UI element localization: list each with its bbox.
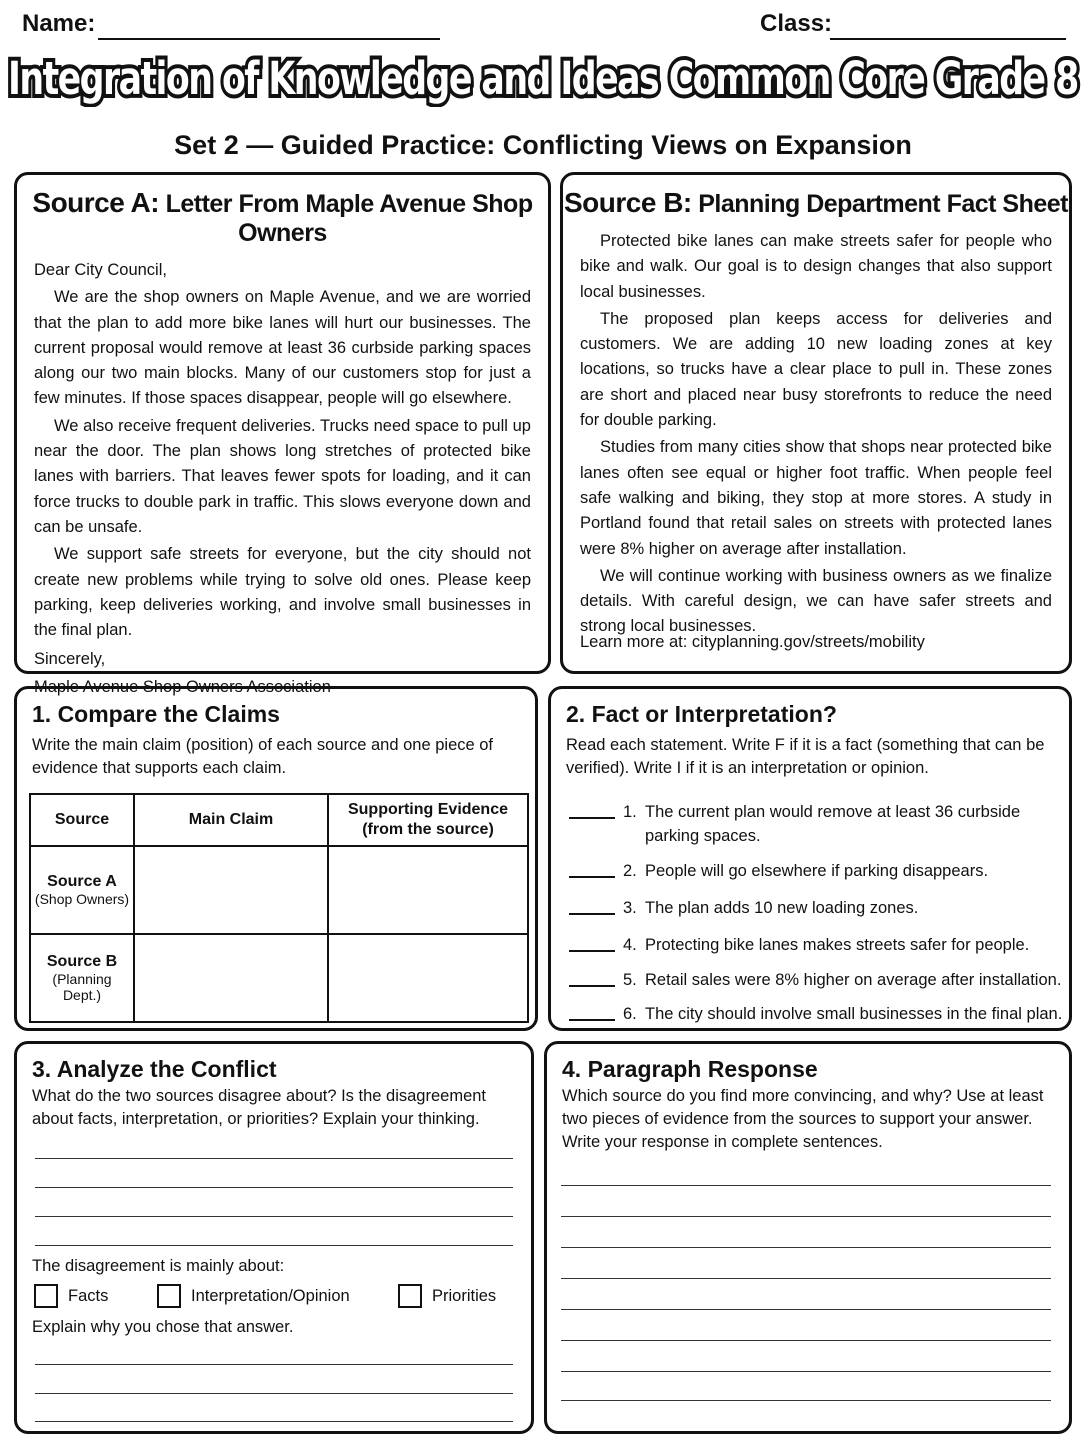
option-label: Priorities xyxy=(432,1286,497,1305)
q3-box xyxy=(14,1041,534,1434)
name-label: Name: xyxy=(22,10,96,37)
answer-blank[interactable] xyxy=(569,968,615,987)
item-text: The current plan would remove at least 36 curbside parking spaces. xyxy=(645,803,1021,845)
q2-instructions: Read each statement. Write F if it is a fact (something that can be verified). Write I if it is an interpretation or opinion. xyxy=(566,736,1045,777)
q2-title: 2. Fact or Interpretation? xyxy=(566,701,837,727)
checkbox[interactable] xyxy=(34,1284,58,1308)
answer-line[interactable] xyxy=(561,1400,1051,1401)
option-facts[interactable] xyxy=(34,1284,108,1308)
answer-blank[interactable] xyxy=(569,800,615,819)
answer-line[interactable] xyxy=(35,1158,513,1159)
row-source-name: Source A xyxy=(47,873,117,890)
source-a-paragraph: We support safe streets for everyone, but the city should not create new problems while trying to solve old ones. Please keep parking, keep deliveries working, and involve small businesses in the final plan. xyxy=(34,545,531,640)
page-subtitle: Set 2 — Guided Practice: Conflicting Views on Expansion xyxy=(174,130,912,160)
q4-title: 4. Paragraph Response xyxy=(562,1056,818,1082)
source-a-title: Letter From Maple Avenue Shop Owners xyxy=(165,190,533,247)
source-b-title: Planning Department Fact Sheet xyxy=(698,190,1068,218)
option-priorities[interactable] xyxy=(398,1284,496,1308)
item-text: Protecting bike lanes makes streets safer for people. xyxy=(645,936,1030,954)
item-text: The city should involve small businesses in the final plan. xyxy=(645,1005,1063,1023)
answer-line[interactable] xyxy=(561,1309,1051,1310)
q4-box xyxy=(544,1041,1072,1434)
checkbox[interactable] xyxy=(157,1284,181,1308)
answer-line[interactable] xyxy=(35,1187,513,1188)
list-item xyxy=(569,859,988,883)
q1-instructions: Write the main claim (position) of each source and one piece of evidence that supports each claim. xyxy=(32,736,494,777)
answer-line[interactable] xyxy=(35,1421,513,1422)
header-main-claim: Main Claim xyxy=(134,794,328,846)
answer-line[interactable] xyxy=(561,1371,1051,1372)
row-label-source-b xyxy=(30,934,134,1022)
source-b-paragraph: The proposed plan keeps access for deliveries and customers. We are adding 10 new loading zones at key locations, so trucks have a clear place to pull in. These zones are short and placed near busy storefronts to reduce the need for double parking. xyxy=(580,309,1052,430)
source-a-box xyxy=(14,172,551,696)
answer-line[interactable] xyxy=(561,1185,1051,1186)
source-b-claim-cell[interactable] xyxy=(134,934,328,1022)
source-b-paragraph: We will continue working with business owners as we finalize details. With careful design, we can have safer streets and strong local businesses. xyxy=(580,566,1052,636)
answer-blank[interactable] xyxy=(569,1002,615,1021)
item-number: 2. xyxy=(623,862,637,880)
table-header-row xyxy=(30,794,528,846)
source-a-body xyxy=(17,258,548,700)
class-field[interactable] xyxy=(830,8,1066,40)
list-item xyxy=(569,933,1029,957)
answer-blank[interactable] xyxy=(569,896,615,915)
class-label: Class: xyxy=(760,10,833,37)
source-b-box xyxy=(560,172,1072,674)
list-item xyxy=(569,968,1061,992)
row-source-sub: (Planning Dept.) xyxy=(52,971,112,1003)
item-number: 5. xyxy=(623,971,637,989)
table-row xyxy=(30,846,528,934)
source-b-body xyxy=(563,229,1069,640)
header-supporting-evidence xyxy=(328,794,528,846)
source-a-heading xyxy=(17,187,548,248)
source-b-evidence-cell[interactable] xyxy=(328,934,528,1022)
header-source: Source xyxy=(30,794,134,846)
row-source-sub: (Shop Owners) xyxy=(34,891,130,907)
claims-table xyxy=(29,793,529,1023)
item-text: People will go elsewhere if parking disappears. xyxy=(645,862,989,880)
item-number: 3. xyxy=(623,899,637,917)
header-evidence-line1: Supporting Evidence xyxy=(347,801,508,818)
option-label: Interpretation/Opinion xyxy=(191,1286,350,1305)
header-evidence-line2: (from the source) xyxy=(362,821,494,838)
source-b-learn-more: Learn more at: cityplanning.gov/streets/mobility xyxy=(580,633,925,651)
q4-instructions: Which source do you find more convincing, and why? Use at least two pieces of evidence from the sources to support your answer. Write your response in complete sentences. xyxy=(562,1087,1044,1151)
source-a-paragraph: We are the shop owners on Maple Avenue, and we are worried that the plan to add more bike lanes will hurt our businesses. The current proposal would remove at least 36 curbside parking spaces along our two main blocks. Many of our customers stop for just a few minutes. If those spaces disappear, people will go elsewhere. xyxy=(34,288,531,408)
answer-line[interactable] xyxy=(35,1216,513,1217)
name-field[interactable] xyxy=(98,8,440,40)
checkbox[interactable] xyxy=(398,1284,422,1308)
source-a-claim-cell[interactable] xyxy=(134,846,328,934)
answer-line[interactable] xyxy=(35,1364,513,1365)
item-number: 1. xyxy=(623,803,637,821)
answer-line[interactable] xyxy=(561,1278,1051,1279)
answer-line[interactable] xyxy=(561,1216,1051,1217)
list-item xyxy=(569,1002,1062,1026)
mainly-about-label: The disagreement is mainly about: xyxy=(32,1257,285,1275)
q3-title: 3. Analyze the Conflict xyxy=(32,1056,277,1082)
answer-blank[interactable] xyxy=(569,859,615,878)
item-number: 6. xyxy=(623,1005,637,1023)
source-a-salutation: Dear City Council, xyxy=(34,261,167,279)
source-b-paragraph: Protected bike lanes can make streets safer for people who bike and walk. Our goal is to design changes that also support local businesses. xyxy=(580,232,1052,301)
answer-line[interactable] xyxy=(35,1393,513,1394)
item-text: The plan adds 10 new loading zones. xyxy=(645,899,919,917)
option-interpretation[interactable] xyxy=(157,1284,350,1308)
table-row xyxy=(30,934,528,1022)
explain-label: Explain why you chose that answer. xyxy=(32,1318,294,1336)
source-b-label: Source B: xyxy=(564,187,692,218)
source-b-paragraph: Studies from many cities show that shops near protected bike lanes often see equal or higher foot traffic. When people feel safe walking and biking, they stop at more stores. A study in Portland found that retail sales on streets with protected lanes were 8% higher on average after installation. xyxy=(580,438,1052,558)
q2-box xyxy=(548,686,1072,1031)
list-item xyxy=(569,896,918,920)
page-title: Integration of Knowledge and Ideas Common Core Grade 8 xyxy=(8,52,1078,105)
item-number: 4. xyxy=(623,936,637,954)
source-a-signature: Maple Avenue Shop Owners Association xyxy=(34,677,331,696)
source-a-evidence-cell[interactable] xyxy=(328,846,528,934)
answer-line[interactable] xyxy=(561,1247,1051,1248)
source-b-heading xyxy=(563,187,1069,219)
option-label: Facts xyxy=(68,1286,109,1305)
answer-line[interactable] xyxy=(35,1245,513,1246)
row-label-source-a xyxy=(30,846,134,934)
answer-line[interactable] xyxy=(561,1340,1051,1341)
source-a-closing: Sincerely, xyxy=(34,650,106,669)
source-a-paragraph: We also receive frequent deliveries. Trucks need space to pull up near the door. The plan shows long stretches of protected bike lanes with barriers. That leaves fewer spots for loading, and it can force trucks to double park in traffic. This slows everyone down and can be unsafe. xyxy=(34,416,531,536)
q3-instructions: What do the two sources disagree about? Is the disagreement about facts, interpretation, or priorities? Explain your thinking. xyxy=(32,1087,487,1128)
q1-title: 1. Compare the Claims xyxy=(32,701,280,727)
q1-box xyxy=(14,686,538,1031)
item-text: Retail sales were 8% higher on average after installation. xyxy=(645,971,1062,989)
row-source-name: Source B xyxy=(46,953,118,970)
answer-blank[interactable] xyxy=(569,933,615,952)
list-item xyxy=(569,800,1035,848)
source-a-label: Source A: xyxy=(32,187,160,218)
